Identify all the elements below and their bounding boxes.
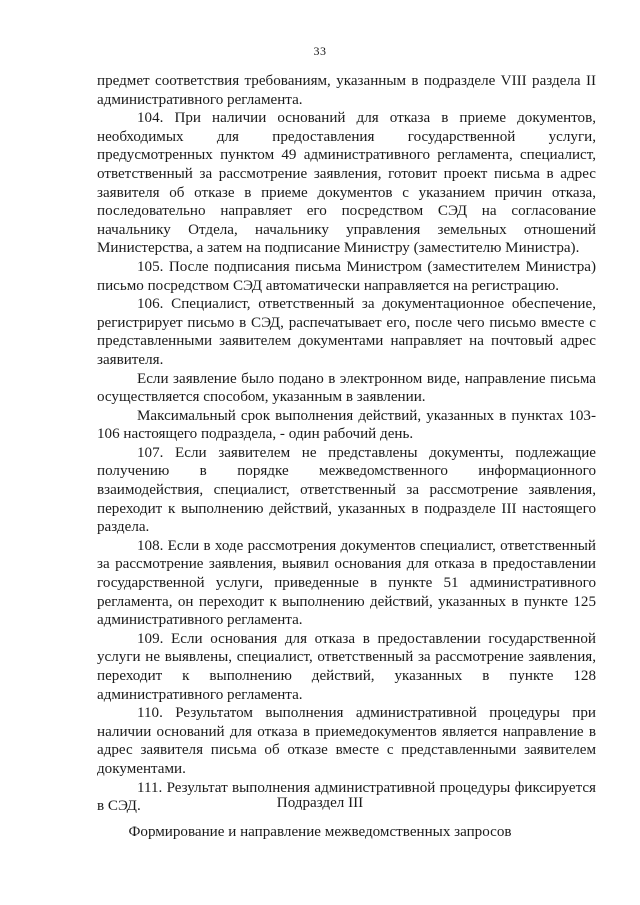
- paragraph-max-term: Максимальный срок выполнения действий, указанных в пунктах 103-106 настоящего подраздела, - один рабочий день.: [97, 407, 596, 443]
- page-number: 33: [313, 44, 327, 58]
- subsection-label: Подраздел III: [276, 795, 364, 811]
- paragraph-109: 109. Если основания для отказа в предоставлении государственной услуги не выявлены, специалист, ответственный за рассмотрение заявления, переходит к выполнению действий, указанных в пункте 128 административного регламента.: [97, 630, 596, 703]
- document-body: [97, 72, 596, 816]
- paragraph-111: 111. Результат выполнения административной процедуры фиксируется в СЭД.: [97, 779, 596, 815]
- paragraph-105: 105. После подписания письма Министром (заместителем Министра) письмо посредством СЭД автоматически направляется на регистрацию.: [97, 258, 596, 294]
- paragraph-continuation: предмет соответствия требованиям, указанным в подразделе VIII раздела II административного регламента.: [97, 73, 596, 108]
- paragraph-106: 106. Специалист, ответственный за документационное обеспечение, регистрирует письмо в СЭД, распечатывает его, после чего письмо вместе с представленными заявителем документами направляет на почтовый адрес заявителя.: [97, 296, 596, 368]
- paragraph-electronic-submission: Если заявление было подано в электронном виде, направление письма осуществляется способом, указанным в заявлении.: [97, 370, 596, 406]
- paragraph-108: 108. Если в ходе рассмотрения документов специалист, ответственный за рассмотрение заявления, выявил основания для отказа в предоставлении государственной услуги, приведенные в пункте 51 административного регламента, он переходит к выполнению действий, указанных в пункте 125 административного регламента.: [97, 537, 596, 629]
- paragraph-110: 110. Результатом выполнения административной процедуры при наличии оснований для отказа в приемедокументов является направление в адрес заявителя письма об отказе вместе с представленными заявителем документами.: [97, 705, 596, 777]
- paragraph-104: 104. При наличии оснований для отказа в приеме документов, необходимых для предоставления государственной услуги, предусмотренных пунктом 49 административного регламента, специалист, ответственный за рассмотрение заявления, готовит проект письма в адрес заявителя об отказе в приеме документов с указанием причин отказа, последовательно направляет его посредством СЭД на согласование начальнику Отдела, начальнику управления земельных отношений Министерства, а затем на подписание Министру (заместителю Министра).: [97, 110, 596, 257]
- subsection-title: Формирование и направление межведомственных запросов: [128, 824, 512, 840]
- paragraph-107: 107. Если заявителем не представлены документы, подлежащие получению в порядке межведомственного информационного взаимодействия, специалист, ответственный за рассмотрение заявления, переходит к выполнению действий, указанных в подразделе III настоящего раздела.: [97, 444, 596, 536]
